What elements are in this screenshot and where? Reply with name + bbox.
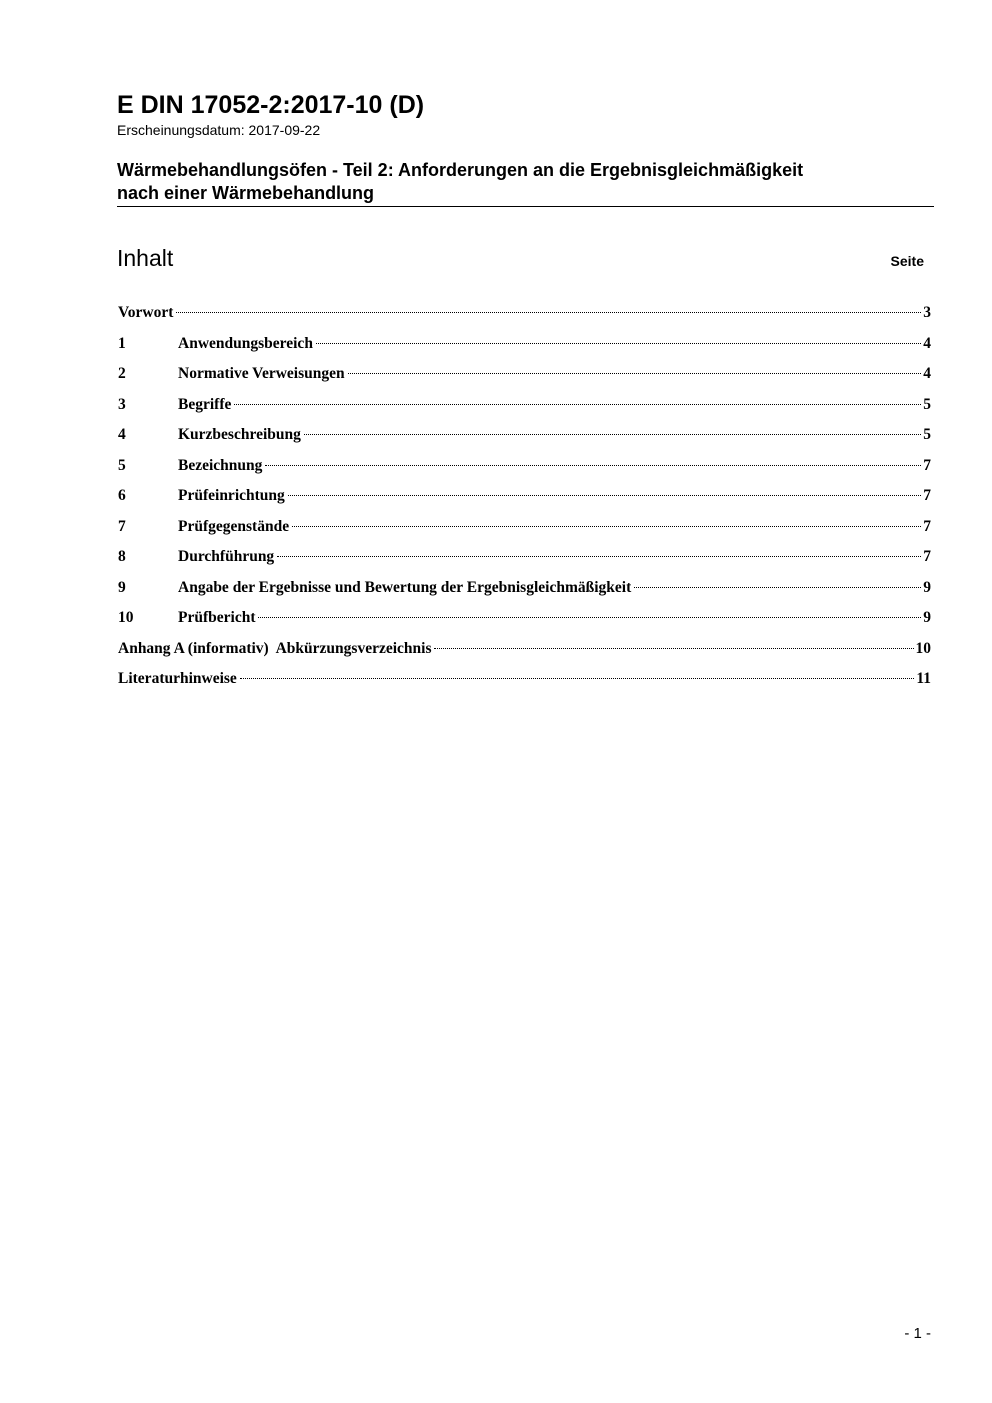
toc-entry[interactable] — [118, 573, 931, 604]
toc-entry-text: Literaturhinweise — [118, 670, 237, 687]
document-id: E DIN 17052-2:2017-10 (D) — [117, 91, 425, 119]
toc-entry[interactable] — [118, 329, 931, 360]
toc-entry-number: 1 — [118, 334, 126, 352]
document-title-line-1: Wärmebehandlungsöfen - Teil 2: Anforderungen an die Ergebnisgleichmäßigkeit — [117, 160, 804, 180]
toc-entry[interactable] — [118, 481, 931, 512]
toc-entry-text: Prüfgegenstände — [178, 517, 290, 535]
toc-entry-page: 7 — [923, 517, 931, 535]
toc-leader — [316, 343, 921, 344]
toc-entry-page: 5 — [923, 395, 931, 413]
toc-entry-page: 4 — [923, 365, 931, 382]
toc-entry-text: Vorwort — [118, 304, 174, 321]
table-of-contents — [118, 298, 931, 695]
toc-entry-text: Prüfbericht — [178, 609, 256, 626]
toc-entry-page: 9 — [923, 609, 931, 626]
toc-entry-text: Kurzbeschreibung — [178, 426, 301, 443]
toc-entry-page: 7 — [923, 456, 931, 474]
toc-leader — [176, 312, 921, 313]
document-title-line-2: nach einer Wärmebehandlung — [117, 183, 375, 203]
toc-entry-number: 2 — [118, 365, 126, 382]
toc-entry-page: 11 — [916, 670, 931, 687]
page-number: - 1 - — [904, 1325, 931, 1342]
toc-entry[interactable] — [118, 390, 931, 421]
toc-entry-text: Prüfeinrichtung — [178, 487, 285, 504]
toc-leader — [288, 495, 921, 496]
toc-leader — [348, 373, 922, 374]
toc-entry-text: Begriffe — [178, 395, 232, 413]
title-divider — [117, 206, 934, 207]
toc-entry[interactable] — [118, 420, 931, 451]
toc-entry-number: 3 — [118, 395, 126, 413]
toc-leader — [434, 648, 913, 649]
toc-entry-text: Angabe der Ergebnisse und Bewertung der Ergebnisgleichmäßigkeit — [178, 578, 632, 596]
toc-leader — [258, 617, 921, 618]
publication-date: Erscheinungsdatum: 2017-09-22 — [117, 122, 321, 138]
toc-heading: Inhalt — [117, 245, 174, 271]
toc-leader — [265, 465, 921, 466]
toc-entry[interactable] — [118, 542, 931, 573]
toc-entry-text: Normative Verweisungen — [178, 365, 345, 382]
toc-leader — [240, 678, 915, 679]
toc-entry-text: Anhang A (informativ) Abkürzungsverzeichnis — [118, 639, 432, 657]
toc-leader — [634, 587, 921, 588]
toc-entry-number: 8 — [118, 548, 126, 565]
toc-entry-number: 4 — [118, 426, 126, 443]
toc-entry[interactable] — [118, 634, 931, 665]
toc-entry[interactable] — [118, 298, 931, 329]
toc-entry[interactable] — [118, 451, 931, 482]
toc-entry[interactable] — [118, 359, 931, 390]
toc-entry-page: 7 — [923, 548, 931, 565]
toc-entry-page: 3 — [923, 304, 931, 321]
toc-entry-number: 5 — [118, 456, 126, 474]
toc-entry-number: 7 — [118, 517, 126, 535]
toc-entry-page: 4 — [923, 334, 931, 352]
toc-entry-page: 7 — [923, 487, 931, 504]
toc-entry-text: Anwendungsbereich — [178, 334, 313, 352]
toc-entry[interactable] — [118, 512, 931, 543]
toc-leader — [277, 556, 921, 557]
toc-entry-number: 6 — [118, 487, 126, 504]
document-title — [117, 159, 937, 205]
toc-entry-page: 9 — [923, 578, 931, 596]
toc-entry[interactable] — [118, 664, 931, 695]
toc-entry-number: 9 — [118, 578, 126, 596]
toc-entry[interactable] — [118, 603, 931, 634]
toc-entry-text: Bezeichnung — [178, 456, 263, 474]
toc-leader — [292, 526, 921, 527]
toc-leader — [304, 434, 921, 435]
toc-entry-text: Durchführung — [178, 548, 275, 565]
toc-entry-number: 10 — [118, 609, 134, 626]
toc-entry-page: 10 — [915, 639, 931, 657]
toc-leader — [234, 404, 921, 405]
toc-entry-page: 5 — [923, 426, 931, 443]
toc-page-column-label: Seite — [890, 253, 924, 269]
